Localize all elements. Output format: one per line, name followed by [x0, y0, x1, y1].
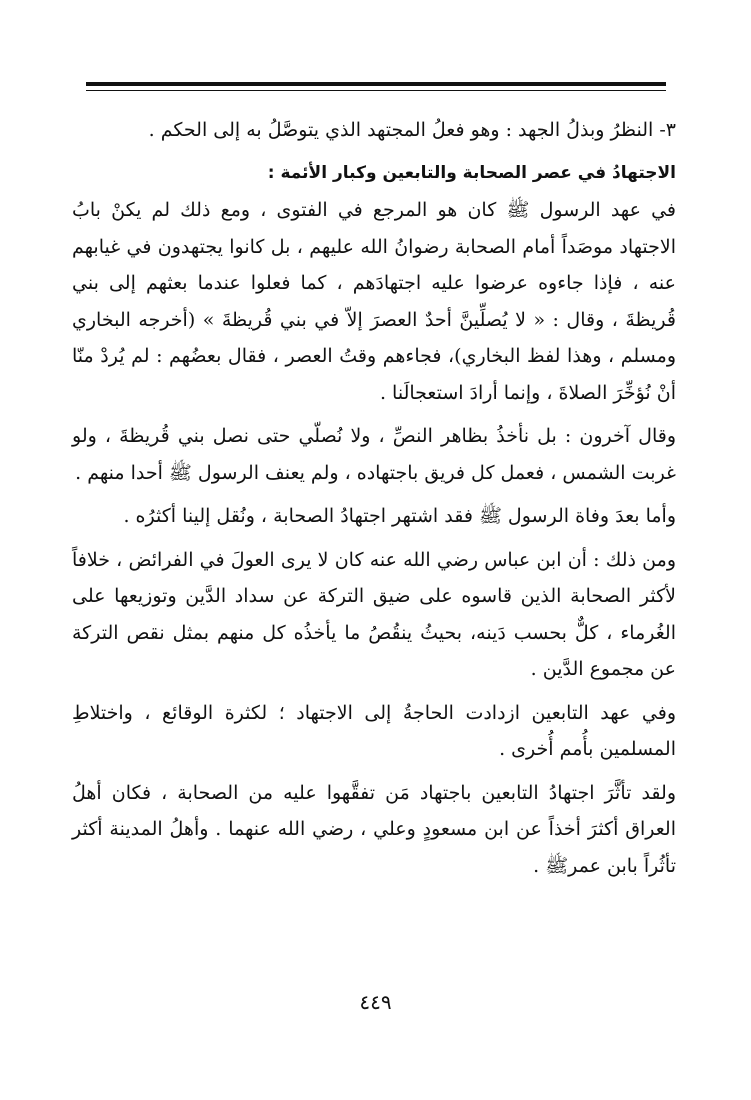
paragraph-4: ومن ذلك : أن ابن عباس رضي الله عنه كان لا يرى العولَ في الفرائض ، خلافاً لأكثر الصحابة الذين قاسوه على ضيق التركة عن سداد الدَّين وتوزيعها على الغُرماء ، كلٌّ بحسب دَينه، بحيثُ ينقُصُ ما يأخذُه كل منهم بمثل نقص التركة عن مجموع الدَّين . — [72, 548, 676, 680]
header-rule-thin — [86, 90, 666, 91]
intro-line: ٣- النظرُ وبذلُ الجهد : وهو فعلُ المجتهد الذي يتوصَّلُ به إلى الحكم . — [148, 119, 676, 141]
paragraph-1: في عهد الرسول ﷺ كان هو المرجع في الفتوى ، ومع ذلك لم يكنْ بابُ الاجتهاد موصَداً أمام الصحابة رضوانُ الله عليهم ، بل كانوا يجتهدون في غيابهم عنه ، فإذا جاءوه عرضوا عليه اجتهادَهم ، كما فعلوا عندما بعثهم إلى بني قُريظةَ ، وقال : « لا يُصلِّينَّ أحدٌ العصرَ إلاّ في بني قُريظةَ » (أخرجه البخاري ومسلم ، وهذا لفظ البخاري)، فجاءهم وقتُ العصر ، فقال بعضُهم : لم يُردْ منّا أنْ نُؤخِّرَ الصلاةَ ، وإنما أرادَ استعجالَنا . — [72, 199, 676, 404]
header-rule-thick — [86, 82, 666, 86]
paragraph-2: وقال آخرون : بل نأخذُ بظاهر النصِّ ، ولا نُصلّي حتى نصل بني قُريظةَ ، ولو غربت الشمس ، فعمل كل فريق باجتهاده ، ولم يعنف الرسول ﷺ أحدا منهم . — [72, 425, 676, 484]
paragraph-3: وأما بعدَ وفاة الرسول ﷺ فقد اشتهر اجتهادُ الصحابة ، ونُقل إلينا أكثرُه . — [123, 505, 676, 527]
page-content — [72, 112, 676, 891]
section-title: الاجتهادُ في عصر الصحابة والتابعين وكبار الأئمة : — [267, 163, 676, 183]
page-number: ٤٤٩ — [359, 990, 392, 1014]
paragraph-6: ولقد تأثَّرَ اجتهادُ التابعين باجتهاد مَن تفقَّهوا عليه من الصحابة ، فكان أهلُ العراق أكثرَ أخذاً عن ابن مسعودٍ وعلي ، رضي الله عنهما . وأهلُ المدينة أكثر تأثُراً بابن عمرﷺ . — [72, 781, 676, 877]
paragraph-5: وفي عهد التابعين ازدادت الحاجةُ إلى الاجتهاد ؛ لكثرة الوقائع ، واختلاطِ المسلمين بأُمم أُخرى . — [72, 701, 676, 760]
